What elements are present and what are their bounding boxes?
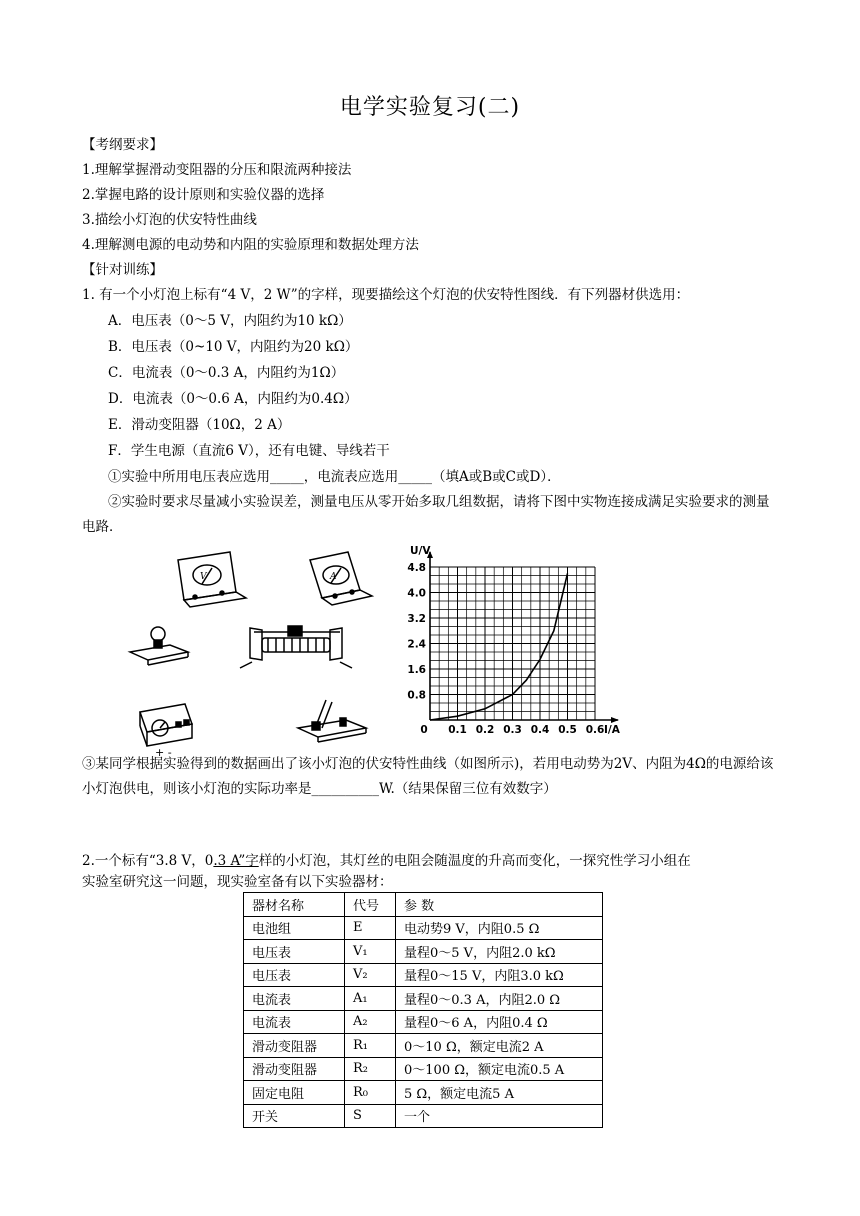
question-2-stem — [82, 852, 691, 870]
table-cell: 量程0～0.3 A，内阻2.0 Ω — [396, 987, 603, 1011]
question-1-stem: 1. 有一个小灯泡上标有“4 V，2 W”的字样，现要描绘这个灯泡的伏安特性图线．有下列器材供选用： — [82, 287, 690, 303]
option-a: A．电压表（0～5 V，内阻约为10 kΩ） — [108, 313, 352, 329]
sub-question-3: ③某同学根据实验得到的数据画出了该小灯泡的伏安特性曲线（如图所示)，若用电动势为2V、内阻为4Ω的电源给该小灯泡供电，则该小灯泡的实际功率是__________W.（结果保留三位有效数字） — [82, 756, 774, 797]
table-row — [244, 1057, 603, 1081]
table-cell: A₁ — [345, 987, 396, 1011]
x-tick-label: 0.5 — [558, 724, 577, 736]
question-2-stem-part: 2.一个标有“3.8 V，0 — [82, 853, 214, 869]
option-b: B．电压表（0~10 V，内阻约为20 kΩ） — [108, 339, 359, 355]
question-2-stem-underlined: .3 A”字 — [213, 853, 259, 869]
y-tick-label: 3.2 — [407, 613, 426, 625]
table-cell: 电池组 — [244, 916, 345, 940]
x-axis-label: I/A — [604, 724, 620, 736]
table-cell: V₂ — [345, 963, 396, 987]
table-cell: S — [345, 1104, 396, 1128]
table-cell: 0～10 Ω，额定电流2 A — [396, 1034, 603, 1058]
table-cell: 电压表 — [244, 963, 345, 987]
table-cell: R₀ — [345, 1081, 396, 1105]
question-2-stem-part: 样的小灯泡，其灯丝的电阻会随温度的升高而变化，一探究性学习小组在 — [258, 853, 691, 869]
supply-polarity: + - — [155, 746, 172, 759]
x-tick-label: 0.4 — [530, 724, 550, 736]
table-cell: A₂ — [345, 1010, 396, 1034]
table-cell: 一个 — [396, 1104, 603, 1128]
table-cell: 电流表 — [244, 1010, 345, 1034]
table-header-cell: 器材名称 — [244, 893, 345, 917]
x-tick-label: 0 — [420, 724, 428, 736]
y-axis-label: U/V — [410, 545, 431, 557]
table-cell: V₁ — [345, 940, 396, 964]
table-row — [244, 1010, 603, 1034]
x-axis-arrow — [611, 717, 619, 723]
table-cell: 量程0～15 V，内阻3.0 kΩ — [396, 963, 603, 987]
table-cell: 滑动变阻器 — [244, 1057, 345, 1081]
y-tick-label: 2.4 — [407, 638, 426, 651]
y-tick-label: 4.8 — [407, 562, 426, 574]
table-cell: 电动势9 V，内阻0.5 Ω — [396, 916, 603, 940]
voltmeter-letter: V — [200, 572, 207, 582]
option-c: C．电流表（0～0.3 A，内阻约为1Ω） — [108, 365, 345, 381]
table-cell: 固定电阻 — [244, 1081, 345, 1105]
table-row — [244, 1034, 603, 1058]
table-cell: 量程0～5 V，内阻2.0 kΩ — [396, 940, 603, 964]
table-cell: R₁ — [345, 1034, 396, 1058]
table-cell: 电压表 — [244, 940, 345, 964]
y-tick-label: 0.8 — [407, 689, 426, 702]
section-heading-training: 【针对训练】 — [82, 262, 163, 278]
goal-item: 4.理解测电源的电动势和内阻的实验原理和数据处理方法 — [82, 237, 419, 253]
table-row — [244, 940, 603, 964]
sub-question-1: ①实验中所用电压表应选用_____，电流表应选用_____（填A或B或C或D）． — [108, 469, 561, 485]
page-title: 电学实验复习(二) — [339, 95, 521, 120]
chart-grid — [430, 567, 595, 720]
table-cell: 0～100 Ω，额定电流0.5 A — [396, 1057, 603, 1081]
question-2-stem-line2: 实验室研究这一问题，现实验室备有以下实验器材： — [82, 874, 393, 890]
goal-item: 3.描绘小灯泡的伏安特性曲线 — [82, 212, 257, 228]
table-row — [244, 1104, 603, 1128]
table-row — [244, 916, 603, 940]
table-cell: E — [345, 916, 396, 940]
sub-question-2: ②实验时要求尽量减小实验误差，测量电压从零开始多取几组数据，请将下图中实物连接成满足实验要求的测量电路． — [82, 494, 770, 535]
table-cell: R₂ — [345, 1057, 396, 1081]
table-header-cell: 参 数 — [396, 893, 603, 917]
chart-axes — [427, 551, 619, 723]
iv-curve — [430, 573, 568, 720]
table-row — [244, 963, 603, 987]
goal-item: 2.掌握电路的设计原则和实验仪器的选择 — [82, 187, 325, 203]
section-heading-syllabus: 【考纲要求】 — [82, 137, 163, 153]
option-e: E．滑动变阻器（10Ω，2 A） — [108, 417, 291, 433]
table-cell: 5 Ω，额定电流5 A — [396, 1081, 603, 1105]
y-tick-label: 4.0 — [407, 587, 426, 600]
option-f: F．学生电源（直流6 V），还有电键、导线若干 — [108, 443, 390, 459]
table-header-row — [244, 893, 603, 917]
y-tick-label: 1.6 — [407, 664, 426, 676]
table-row — [244, 987, 603, 1011]
chart-ticks — [407, 562, 604, 736]
equipment-table — [243, 892, 603, 1128]
table-header-cell: 代号 — [345, 893, 396, 917]
table-cell: 量程0～6 A，内阻0.4 Ω — [396, 1010, 603, 1034]
goal-item: 1.理解掌握滑动变阻器的分压和限流两种接法 — [82, 162, 352, 178]
ammeter-letter: A — [330, 572, 337, 582]
table-cell: 滑动变阻器 — [244, 1034, 345, 1058]
table-cell: 电流表 — [244, 987, 345, 1011]
x-tick-label: 0.2 — [475, 724, 495, 736]
x-tick-label: 0.3 — [503, 724, 522, 736]
x-tick-label: 0.1 — [448, 724, 467, 736]
option-d: D．电流表（0～0.6 A，内阻约为0.4Ω） — [108, 391, 358, 407]
table-row — [244, 1081, 603, 1105]
table-cell: 开关 — [244, 1104, 345, 1128]
x-tick-label: 0.6 — [585, 724, 605, 736]
